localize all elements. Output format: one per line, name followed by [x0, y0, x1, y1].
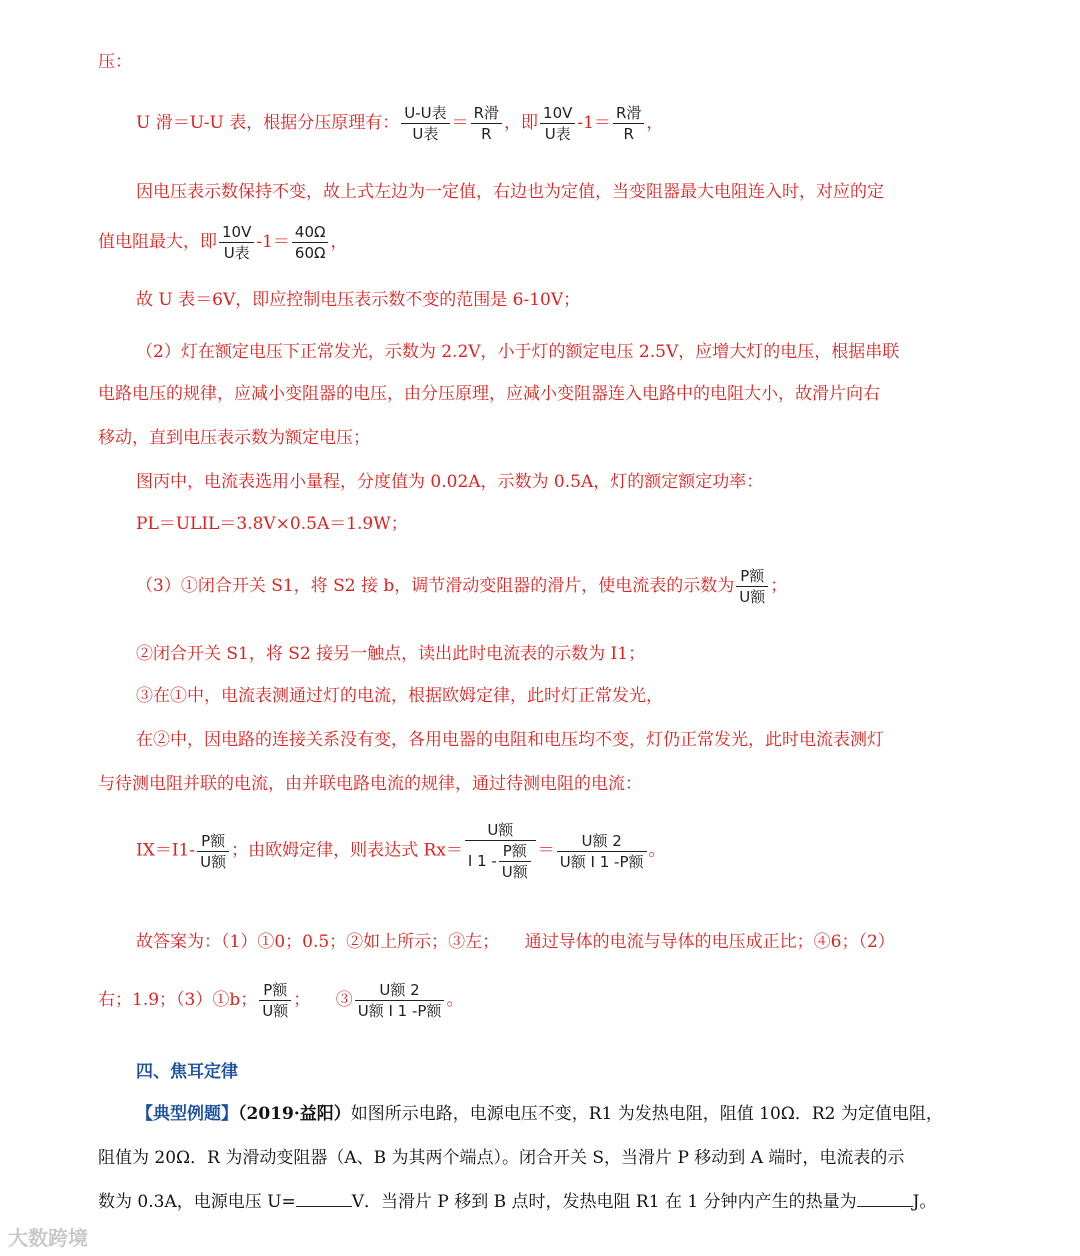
denominator: U额 [197, 851, 229, 872]
numerator: P额 [740, 567, 765, 585]
example-tag: 【典型例题】 [136, 1104, 238, 1124]
text-line-15: 与待测电阻并联的电流，由并联电路电流的规律，通过待测电阻的电流： [98, 774, 642, 794]
section-heading: 四、焦耳定律 [136, 1062, 238, 1082]
text-line-17: 故答案为：（1）①0；0.5；②如上所示；③左； 通过导体的电流与导体的电压成正比；④6；（2） [136, 932, 895, 952]
denominator: U额 [736, 586, 768, 607]
numerator: R滑 [615, 104, 642, 122]
fraction [197, 831, 229, 872]
fraction [259, 980, 291, 1021]
text-line-20 [136, 1102, 943, 1126]
text-segment: -1＝ [577, 113, 611, 133]
denominator: R [613, 123, 644, 144]
text-line-12: ②闭合开关 S1，将 S2 接另一触点，读出此时电流表的示数为 I1； [136, 644, 646, 664]
text-line-18 [98, 980, 463, 1021]
denominator: U额 I 1 -P额 [557, 851, 647, 872]
text-line-10: PL＝ULIL＝3.8V×0.5A＝1.9W； [136, 514, 408, 534]
fraction [613, 103, 644, 144]
text-segment: -1＝ [256, 232, 290, 252]
numerator: U额 2 [379, 981, 420, 999]
numerator: P额 [201, 831, 226, 850]
text-line-11 [136, 566, 787, 607]
fraction [355, 980, 445, 1021]
text-segment: U 滑＝U-U 表，根据分压原理有： [136, 113, 400, 133]
fraction [557, 831, 647, 872]
compound-fraction [465, 820, 536, 882]
denominator: R [471, 123, 502, 144]
text-line-8: 移动，直到电压表示数为额定电压； [98, 428, 370, 448]
numerator: R滑 [473, 104, 500, 122]
text-line-7: 电路电压的规律，应减小变阻器的电压，由分压原理，应减小变阻器连入电路中的电阻大小，故滑片向右 [98, 384, 880, 404]
text-line-1: 压： [98, 52, 132, 72]
text-segment: ； ③ [293, 990, 353, 1010]
numerator: U-U表 [404, 104, 447, 122]
text-line-9: 图丙中，电流表选用小量程，分度值为 0.02A，示数为 0.5A，灯的额定额定功率： [136, 472, 764, 492]
numerator: P额 [502, 842, 527, 860]
text-line-3: 因电压表示数保持不变，故上式左边为一定值，右边也为定值，当变阻器最大电阻连入时，对应的定 [136, 182, 884, 202]
text-line-16 [136, 820, 666, 882]
text-line-6: （2）灯在额定电压下正常发光，示数为 2.2V，小于灯的额定电压 2.5V，应增大灯的电压，根据串联 [136, 342, 900, 362]
text-segment: ， [330, 232, 348, 252]
numerator: P额 [263, 981, 288, 999]
text-segment: （3）①闭合开关 S1，将 S2 接 b，调节滑动变阻器的滑片，使电流表的示数为 [136, 576, 735, 596]
text-segment: ； [770, 576, 788, 596]
denominator: U表 [219, 242, 254, 263]
text-line-21: 阻值为 20Ω．R 为滑动变阻器（A、B 为其两个端点）。闭合开关 S，当滑片 P 移动到 A 端时，电流表的示 [98, 1148, 905, 1168]
numerator: 10V [222, 223, 252, 241]
text-segment: 如图所示电路，电源电压不变，R1 为发热电阻，阻值 10Ω．R2 为定值电阻， [350, 1104, 943, 1124]
denominator: 60Ω [292, 242, 329, 263]
text-segment: V．当滑片 P 移到 B 点时，发热电阻 R1 在 1 分钟内产生的热量为 [351, 1192, 857, 1212]
text-segment: IX＝I1- [136, 840, 196, 861]
text-line-13: ③在①中，电流表测通过灯的电流，根据欧姆定律，此时灯正常发光， [136, 686, 663, 706]
text-segment: 。 [446, 990, 464, 1010]
text-segment: ＝ [451, 113, 469, 133]
fraction [736, 566, 768, 607]
text-segment: 右；1.9；（3）①b； [98, 990, 258, 1010]
numerator: U额 2 [581, 831, 622, 850]
denominator [465, 840, 536, 882]
text-line-4 [98, 222, 347, 263]
numerator: 40Ω [294, 223, 326, 241]
text-line-14: 在②中，因电路的连接关系没有变，各用电器的电阻和电压均不变，灯仍正常发光，此时电流表测灯 [136, 730, 884, 750]
fraction [471, 103, 502, 144]
text-segment: ；由欧姆定律，则表达式 Rx＝ [231, 840, 463, 861]
numerator: 10V [543, 104, 573, 122]
source-tag: （2019·益阳） [238, 1104, 351, 1124]
fraction [540, 103, 575, 144]
denominator: U额 [259, 1000, 291, 1021]
denominator-part: I 1 - [467, 852, 497, 870]
watermark-logo: 大数跨境 [8, 1226, 88, 1250]
fraction [499, 841, 531, 882]
fraction [401, 103, 449, 144]
denominator: U额 [499, 861, 531, 882]
answer-blank[interactable] [296, 1206, 352, 1207]
text-segment: ＝ [537, 840, 555, 861]
denominator: U表 [401, 123, 449, 144]
text-segment: J。 [912, 1192, 937, 1212]
numerator: U额 [487, 821, 514, 839]
fraction [292, 222, 329, 263]
text-line-5: 故 U 表＝6V，即应控制电压表示数不变的范围是 6-10V； [136, 290, 581, 310]
denominator: U表 [540, 123, 575, 144]
text-line-22 [98, 1190, 936, 1214]
text-segment: 值电阻最大，即 [98, 232, 217, 252]
text-segment: 。 [648, 840, 666, 861]
text-line-2 [136, 103, 663, 144]
fraction [219, 222, 254, 263]
answer-blank[interactable] [857, 1206, 913, 1207]
denominator: U额 I 1 -P额 [355, 1000, 445, 1021]
text-segment: ， [646, 113, 664, 133]
text-segment: ，即 [504, 113, 539, 133]
text-segment: 数为 0.3A，电源电压 U= [98, 1192, 296, 1212]
